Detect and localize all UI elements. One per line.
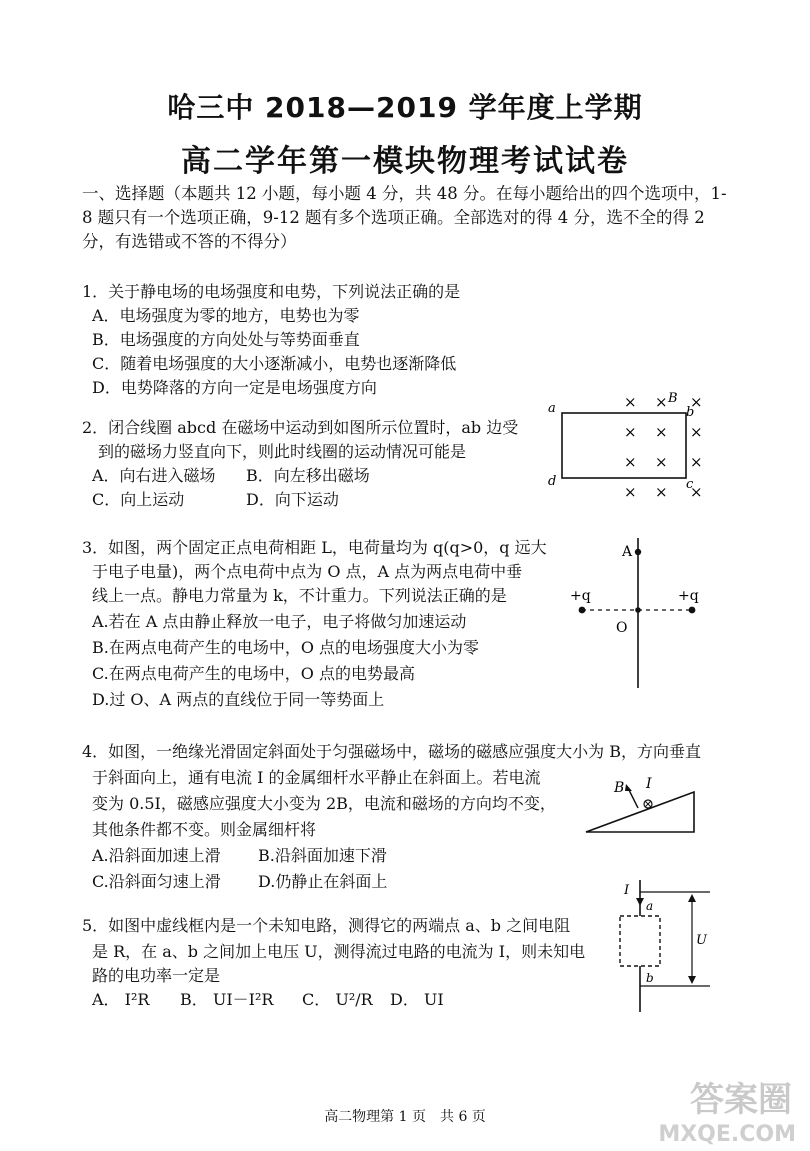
charge-right <box>689 607 696 614</box>
q5-stem-3: 路的电功率一定是 <box>92 966 221 985</box>
field-mark: × <box>655 423 668 441</box>
voltage-arrow-head-top <box>688 894 696 902</box>
q2-option-b: B．向左移出磁场 <box>246 466 370 485</box>
q5-stem-2: 是 R，在 a、b 之间加上电压 U，测得流过电路的电流为 I，则未知电 <box>92 942 586 961</box>
field-mark: × <box>655 483 668 501</box>
q2-stem-1: 2．闭合线圈 abcd 在磁场中运动到如图所示位置时，ab 边受 <box>82 418 519 437</box>
q2-option-d: D．向下运动 <box>246 490 339 509</box>
label-a: a <box>548 401 556 416</box>
q1-option-a: A．电场强度为零的地方，电势也为零 <box>92 306 360 325</box>
q4-option-c: C.沿斜面匀速上滑 <box>92 872 221 891</box>
label-U: U <box>696 933 707 948</box>
q4-stem-1: 4．如图，一绝缘光滑固定斜面处于匀强磁场中，磁场的磁感应强度大小为 B，方向垂直 <box>82 742 702 761</box>
field-mark: × <box>655 453 668 471</box>
label-left-charge: +q <box>570 588 591 604</box>
label-d: d <box>548 474 557 489</box>
label-I: I <box>646 776 652 792</box>
label-A: A <box>622 544 633 560</box>
voltage-arrow-head-bottom <box>688 976 696 984</box>
current-arrow <box>636 898 644 906</box>
unknown-circuit-box <box>620 916 660 966</box>
q3-figure-charges <box>560 528 720 693</box>
q1-option-b: B．电场强度的方向处处与等势面垂直 <box>92 330 360 349</box>
field-arrow-head <box>625 784 632 791</box>
field-mark: × <box>690 483 703 501</box>
label-b: b <box>686 405 695 420</box>
q1-option-c: C．随着电场强度的大小逐渐减小，电势也逐渐降低 <box>92 354 457 373</box>
q3-stem-1: 3．如图，两个固定正点电荷相距 L，电荷量均为 q(q>0，q 远大 <box>82 538 547 557</box>
q4-stem-2: 于斜面向上，通有电流 I 的金属细杆水平静止在斜面上。若电流 <box>92 768 541 787</box>
page-footer: 高二物理第 1 页 共 6 页 <box>324 1109 486 1125</box>
q4-stem-4: 其他条件都不变。则金属细杆将 <box>92 820 317 839</box>
q4-figure-incline <box>580 770 700 838</box>
label-b: b <box>646 971 654 985</box>
q1-stem: 1．关于静电场的电场强度和电势，下列说法正确的是 <box>82 282 461 301</box>
field-mark: × <box>690 423 703 441</box>
q2-option-c: C．向上运动 <box>92 490 185 509</box>
q4-option-a: A.沿斜面加速上滑 <box>92 846 221 865</box>
q5-option-b: B． UI－I²R <box>180 990 274 1009</box>
q5-option-c: C． U²/R <box>302 990 373 1009</box>
q2-stem-2: 到的磁场力竖直向下，则此时线圈的运动情况可能是 <box>98 442 467 461</box>
label-O: O <box>616 620 628 636</box>
q4-option-b: B.沿斜面加速下滑 <box>258 846 387 865</box>
field-mark: × <box>624 393 637 411</box>
q5-stem-1: 5．如图中虚线框内是一个未知电路，测得它的两端点 a、b 之间电阻 <box>82 916 571 935</box>
q3-option-a: A.若在 A 点由静止释放一电子，电子将做匀加速运动 <box>92 612 467 631</box>
point-O <box>635 607 641 613</box>
field-marks <box>624 393 703 501</box>
exam-title-line1: 哈三中 2018—2019 学年度上学期 <box>167 91 643 124</box>
field-mark: × <box>624 453 637 471</box>
q1-option-d: D．电势降落的方向一定是电场强度方向 <box>92 378 377 397</box>
q4-stem-3: 变为 0.5I，磁感应强度大小变为 2B，电流和磁场的方向均不变， <box>92 794 556 813</box>
field-mark: × <box>655 393 668 411</box>
q5-option-a: A． I²R <box>92 990 150 1009</box>
charge-left <box>579 607 586 614</box>
field-mark: × <box>690 453 703 471</box>
field-mark: × <box>624 483 637 501</box>
label-I: I <box>624 883 630 898</box>
q3-option-c: C.在两点电荷产生的电场中，O 点的电势最高 <box>92 664 415 683</box>
q3-option-b: B.在两点电荷产生的电场中，O 点的电场强度大小为零 <box>92 638 480 657</box>
q3-stem-2: 于电子电量)，两个点电荷中点为 O 点，A 点为两点电荷中垂 <box>92 562 523 581</box>
q2-figure-coil-in-field <box>540 390 720 505</box>
exam-title-line2: 高二学年第一模块物理考试试卷 <box>181 144 629 179</box>
q5-figure-unknown-circuit <box>610 876 730 1016</box>
q2-option-a: A．向右进入磁场 <box>92 466 216 485</box>
section-header: 一、选择题（本题共 12 小题，每小题 4 分，共 48 分。在每小题给出的四个选项中，1-8 题只有一个选项正确，9-12 题有多个选项正确。全部选对的得 4 分，选不全的得 2 分，有选错或不答的不得分） <box>82 184 727 251</box>
label-a: a <box>646 899 654 913</box>
q3-option-d: D.过 O、A 两点的直线位于同一等势面上 <box>92 690 385 709</box>
label-right-charge: +q <box>678 588 699 604</box>
label-c: c <box>686 477 694 492</box>
q4-option-d: D.仍静止在斜面上 <box>258 872 388 891</box>
label-B: B <box>614 780 625 796</box>
field-mark: × <box>624 423 637 441</box>
point-A <box>635 549 641 555</box>
watermark-url: MXQE.COM <box>658 1122 796 1147</box>
label-field-B: B <box>668 391 678 406</box>
q3-stem-3: 线上一点。静电力常量为 k，不计重力。下列说法正确的是 <box>92 586 507 605</box>
q5-option-d: D． UI <box>390 990 444 1009</box>
incline-triangle <box>586 792 694 832</box>
watermark-logo: 答案圈 <box>690 1080 792 1120</box>
field-mark: × <box>690 393 703 411</box>
